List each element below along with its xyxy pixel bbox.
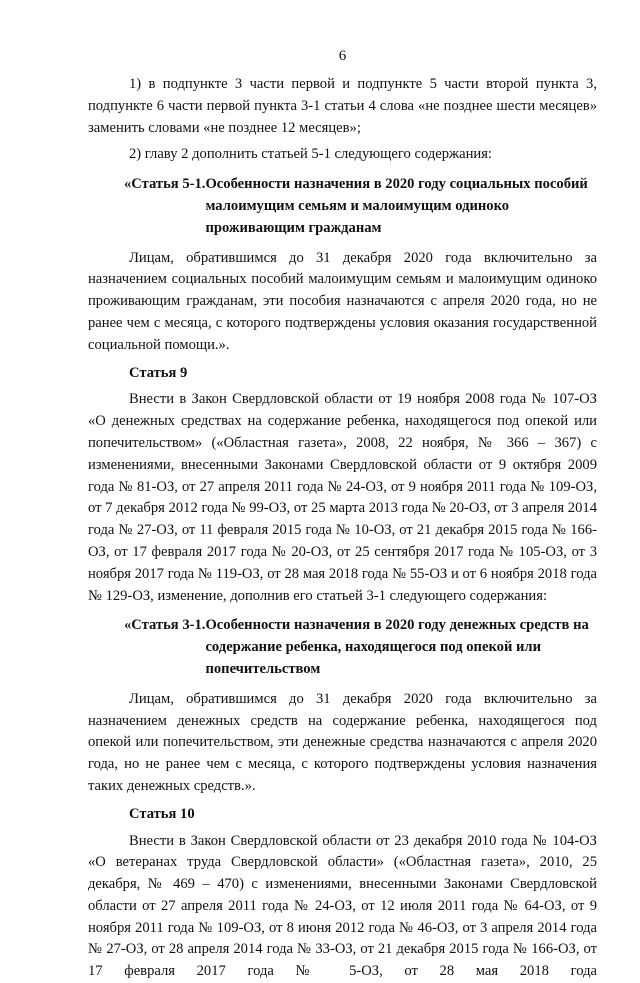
article-3-1-number: «Статья 3-1.	[88, 615, 205, 680]
article-5-1-title: Особенности назначения в 2020 году социальных пособий малоимущим семьям и малоимущим одиноко проживающим гражданам	[205, 174, 597, 239]
article-5-1-number: «Статья 5-1.	[88, 174, 205, 239]
amendment-paragraph-1: 1) в подпункте 3 части первой и подпункте 5 части второй пункта 3, подпункте 6 части первой пункта 3-1 статьи 4 слова «не позднее шести месяцев» заменить словами «не позднее 12 месяцев»;	[88, 74, 597, 139]
article-3-1-body: Лицам, обратившимся до 31 декабря 2020 года включительно за назначением денежных средств на содержание ребенка, находящегося под опекой или попечительством, эти денежные средства назначаются с апреля 2020 года, но не ранее чем с месяца, с которого подтверждены условия назначения таких денежных средств.».	[88, 689, 597, 798]
article-10-label: Статья 10	[88, 804, 597, 826]
amendment-paragraph-2: 2) главу 2 дополнить статьей 5-1 следующего содержания:	[88, 144, 597, 166]
article-3-1-title: Особенности назначения в 2020 году денежных средств на содержание ребенка, находящегося под опекой или попечительством	[205, 615, 597, 680]
article-9-body: Внести в Закон Свердловской области от 19 ноября 2008 года № 107-ОЗ «О денежных средствах на содержание ребенка, находящегося под опекой или попечительством» («Областная газета», 2008, 22 ноября, № 366 – 367) с изменениями, внесенными Законами Свердловской области от 9 октября 2009 года № 81-ОЗ, от 27 апреля 2011 года № 24-ОЗ, от 9 ноября 2011 года № 109-ОЗ, от 7 декабря 2012 года № 99-ОЗ, от 25 марта 2013 года № 20-ОЗ, от 3 апреля 2014 года № 27-ОЗ, от 11 февраля 2015 года № 10-ОЗ, от 21 декабря 2015 года № 166-ОЗ, от 17 февраля 2017 года № 20-ОЗ, от 25 сентября 2017 года № 105-ОЗ, от 3 ноября 2017 года № 119-ОЗ, от 28 мая 2018 года № 55-ОЗ и от 6 ноября 2018 года № 129-ОЗ, изменение, дополнив его статьей 3-1 следующего содержания:	[88, 389, 597, 607]
article-3-1-heading	[88, 615, 597, 680]
article-9-label: Статья 9	[88, 363, 597, 385]
article-5-1-body: Лицам, обратившимся до 31 декабря 2020 года включительно за назначением социальных пособий малоимущим семьям и малоимущим одиноко проживающим гражданам, эти пособия назначаются с апреля 2020 года, но не ранее чем с месяца, с которого подтверждены условия оказания государственной социальной помощи.».	[88, 248, 597, 357]
article-5-1-heading	[88, 174, 597, 239]
article-10-body: Внести в Закон Свердловской области от 23 декабря 2010 года № 104-ОЗ «О ветеранах труда Свердловской области» («Областная газета», 2010, 25 декабря, № 469 – 470) с изменениями, внесенными Законами Свердловской области от 27 апреля 2011 года № 24-ОЗ, от 12 июля 2011 года № 64-ОЗ, от 9 ноября 2011 года № 109-ОЗ, от 8 июня 2012 года № 46-ОЗ, от 3 апреля 2014 года № 27-ОЗ, от 28 апреля 2014 года № 33-ОЗ, от 21 декабря 2015 года № 166-ОЗ, от 17 февраля 2017 года № 5-ОЗ, от 28 мая 2018 года	[88, 831, 597, 983]
document-page	[88, 46, 597, 983]
page-number: 6	[88, 46, 597, 66]
